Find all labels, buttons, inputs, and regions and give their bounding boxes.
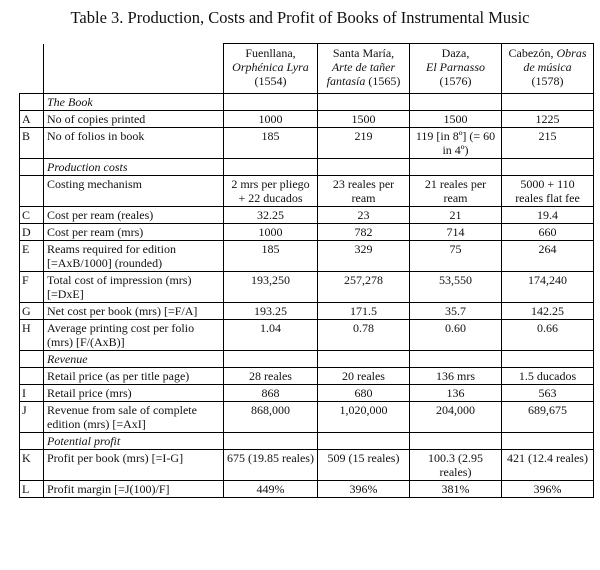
table-cell: 449% (224, 481, 318, 498)
table-cell: 868 (224, 385, 318, 402)
table-cell: 714 (410, 224, 502, 241)
table-row (20, 450, 594, 481)
table-cell: 1500 (318, 111, 410, 128)
row-code (20, 368, 44, 385)
table-cell: 1,020,000 (318, 402, 410, 433)
table-cell: 1.04 (224, 320, 318, 351)
table-row (20, 241, 594, 272)
row-code: C (20, 207, 44, 224)
table-cell: 75 (410, 241, 502, 272)
table-row (20, 385, 594, 402)
table-cell: 421 (12.4 reales) (502, 450, 594, 481)
row-code: D (20, 224, 44, 241)
section-label: Revenue (44, 351, 224, 368)
column-author: Fuenllana, (245, 46, 296, 60)
column-work: El Parnasso (425, 60, 485, 74)
row-code (20, 176, 44, 207)
table-cell: 100.3 (2.95 reales) (410, 450, 502, 481)
section-row (20, 433, 594, 450)
column-year: (1554) (254, 74, 287, 88)
blank-corner-cell (44, 44, 224, 94)
table-cell: 660 (502, 224, 594, 241)
row-label: Retail price (as per title page) (44, 368, 224, 385)
section-label: Production costs (44, 159, 224, 176)
row-label: Profit margin [=J(100)/F] (44, 481, 224, 498)
table-cell: 5000 + 110 reales flat fee (502, 176, 594, 207)
table-cell: 23 reales per ream (318, 176, 410, 207)
table-cell: 136 (410, 385, 502, 402)
row-label: Reams required for edition [=AxB/1000] (rounded) (44, 241, 224, 272)
table-cell: 204,000 (410, 402, 502, 433)
column-header (224, 44, 318, 94)
table-cell: 28 reales (224, 368, 318, 385)
table-title: Table 3. Production, Costs and Profit of Books of Instrumental Music (70, 8, 530, 27)
table-row (20, 128, 594, 159)
table-row (20, 224, 594, 241)
row-code: H (20, 320, 44, 351)
table-cell: 1000 (224, 111, 318, 128)
row-code: L (20, 481, 44, 498)
table-row (20, 272, 594, 303)
table-cell: 689,675 (502, 402, 594, 433)
blank-corner-cell (20, 44, 44, 94)
table-cell: 329 (318, 241, 410, 272)
section-label: Potential profit (44, 433, 224, 450)
row-label: Retail price (mrs) (44, 385, 224, 402)
table-cell: 219 (318, 128, 410, 159)
table-cell: 21 reales per ream (410, 176, 502, 207)
table-row (20, 402, 594, 433)
row-label: Profit per book (mrs) [=I-G] (44, 450, 224, 481)
table-cell: 35.7 (410, 303, 502, 320)
row-label: No of copies printed (44, 111, 224, 128)
table-cell: 396% (502, 481, 594, 498)
table-cell: 19.4 (502, 207, 594, 224)
row-code: B (20, 128, 44, 159)
column-header (502, 44, 594, 94)
row-code: G (20, 303, 44, 320)
row-code: A (20, 111, 44, 128)
row-code: K (20, 450, 44, 481)
section-label: The Book (44, 94, 224, 111)
section-row (20, 351, 594, 368)
column-header (410, 44, 502, 94)
table-row (20, 368, 594, 385)
table-cell: 1.5 ducados (502, 368, 594, 385)
table-cell: 32.25 (224, 207, 318, 224)
row-label: Net cost per book (mrs) [=F/A] (44, 303, 224, 320)
column-author: Cabezón, (508, 46, 554, 60)
column-header (318, 44, 410, 94)
column-year: (1578) (531, 74, 564, 88)
table-cell: 185 (224, 128, 318, 159)
table-cell: 185 (224, 241, 318, 272)
table-row (20, 176, 594, 207)
table-row (20, 481, 594, 498)
row-label: Average printing cost per folio (mrs) [F/(AxB)] (44, 320, 224, 351)
table-row (20, 303, 594, 320)
table-cell: 396% (318, 481, 410, 498)
data-table (19, 43, 594, 498)
table-cell: 264 (502, 241, 594, 272)
section-row (20, 94, 594, 111)
row-code (20, 159, 44, 176)
table-cell: 21 (410, 207, 502, 224)
column-year: (1576) (439, 74, 472, 88)
table-cell: 782 (318, 224, 410, 241)
table-cell: 0.60 (410, 320, 502, 351)
column-work: Orphénica Lyra (232, 60, 309, 74)
table-cell: 215 (502, 128, 594, 159)
row-code (20, 94, 44, 111)
table-row (20, 320, 594, 351)
table-cell: 257,278 (318, 272, 410, 303)
table-cell: 381% (410, 481, 502, 498)
row-label: Cost per ream (reales) (44, 207, 224, 224)
table-cell: 0.66 (502, 320, 594, 351)
column-work: Arte de tañer fantasía (326, 60, 396, 88)
table-row (20, 111, 594, 128)
row-code (20, 433, 44, 450)
row-label: Cost per ream (mrs) (44, 224, 224, 241)
row-code (20, 351, 44, 368)
column-year: (1565) (368, 74, 401, 88)
table-cell: 23 (318, 207, 410, 224)
table-cell: 2 mrs per pliego + 22 ducados (224, 176, 318, 207)
row-code: J (20, 402, 44, 433)
table-cell: 174,240 (502, 272, 594, 303)
row-label: Total cost of impression (mrs) [=DxE] (44, 272, 224, 303)
table-cell: 563 (502, 385, 594, 402)
row-label: No of folios in book (44, 128, 224, 159)
column-author: Santa María, (332, 46, 395, 60)
table-cell: 1500 (410, 111, 502, 128)
table-cell: 193,250 (224, 272, 318, 303)
table-cell: 20 reales (318, 368, 410, 385)
column-author: Daza, (441, 46, 470, 60)
table-cell: 119 [in 8º] (= 60 in 4º) (410, 128, 502, 159)
row-code: I (20, 385, 44, 402)
table-cell: 171.5 (318, 303, 410, 320)
table-cell: 680 (318, 385, 410, 402)
table-cell: 193.25 (224, 303, 318, 320)
column-work: Obras de música (523, 46, 587, 74)
table-cell: 868,000 (224, 402, 318, 433)
table-cell: 136 mrs (410, 368, 502, 385)
table-cell: 1000 (224, 224, 318, 241)
section-row (20, 159, 594, 176)
table-cell: 675 (19.85 reales) (224, 450, 318, 481)
row-code: E (20, 241, 44, 272)
table-cell: 1225 (502, 111, 594, 128)
header-row (20, 44, 594, 94)
row-code: F (20, 272, 44, 303)
table-cell: 0.78 (318, 320, 410, 351)
table-cell: 509 (15 reales) (318, 450, 410, 481)
row-label: Costing mechanism (44, 176, 224, 207)
table-cell: 142.25 (502, 303, 594, 320)
row-label: Revenue from sale of complete edition (mrs) [=AxI] (44, 402, 224, 433)
table-row (20, 207, 594, 224)
table-cell: 53,550 (410, 272, 502, 303)
